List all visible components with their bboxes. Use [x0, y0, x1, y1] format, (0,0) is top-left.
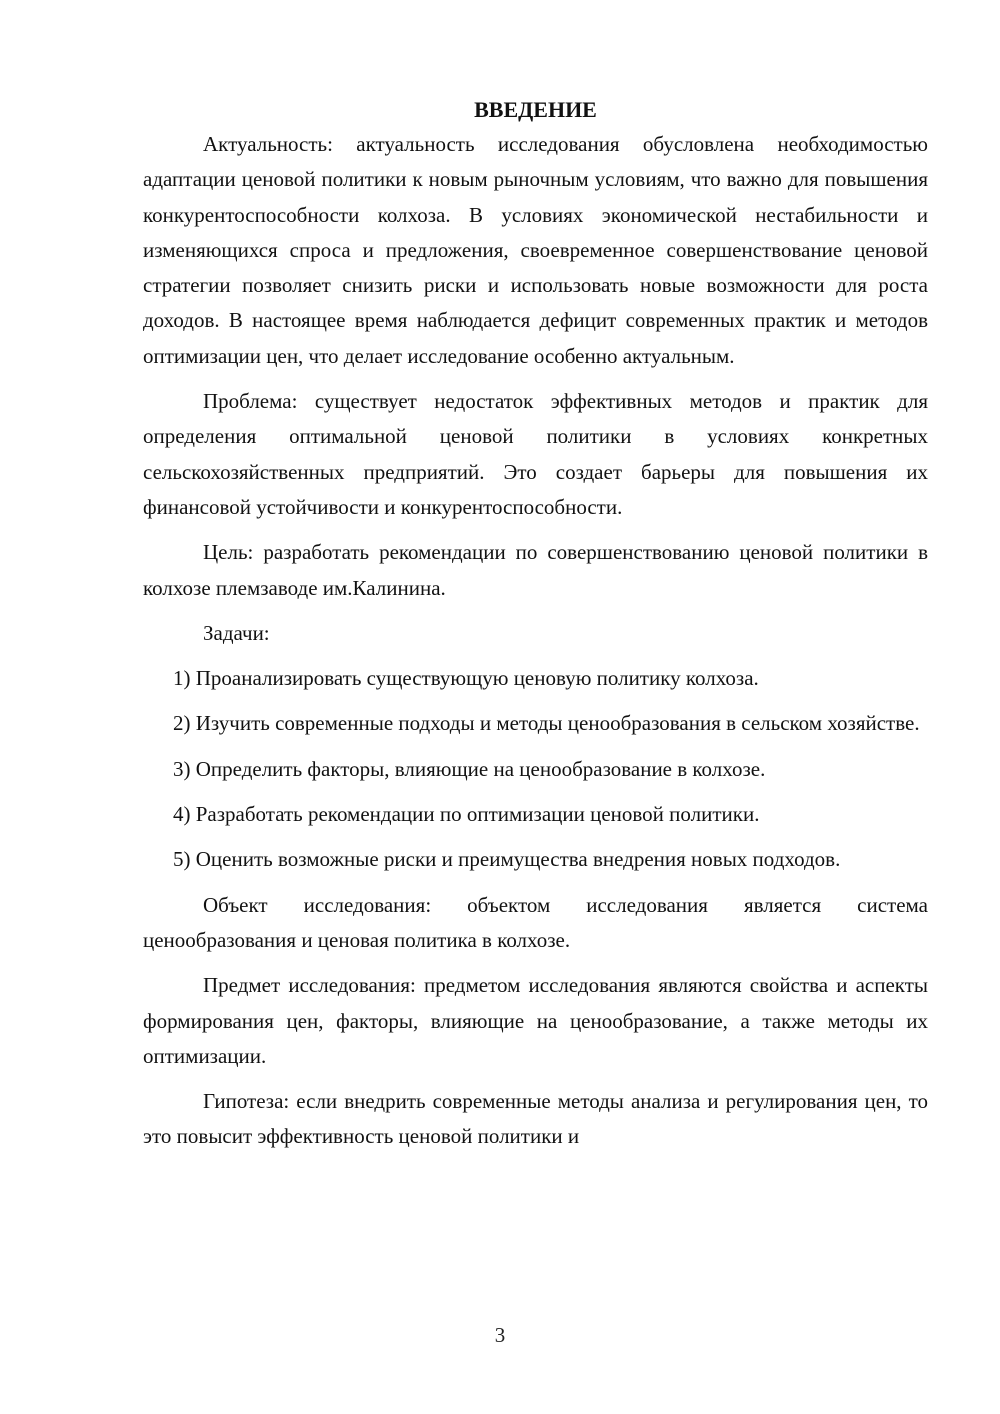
document-body — [143, 92, 928, 1155]
task-item-1: 1) Проанализировать существующую ценовую политику колхоза. — [173, 666, 759, 691]
task-item-3: 3) Определить факторы, влияющие на ценообразование в колхозе. — [173, 756, 766, 781]
paragraph-relevance: Актуальность: актуальность исследования обусловлена необходимостью адаптации ценовой политики к новым рыночным условиям, что важно для повышения конкурентоспособности колхоза. В условиях экономической нестабильности и изменяющихся спроса и предложения, своевременное совершенствование ценовой стратегии позволяет снизить риски и использовать новые возможности для роста доходов. В настоящее время наблюдается дефицит современных практик и методов оптимизации цен, что делает исследование особенно актуальным. — [143, 132, 928, 368]
task-item-2: 2) Изучить современные подходы и методы ценообразования в сельском хозяйстве. — [173, 711, 920, 736]
paragraph-tasks-heading: Задачи: — [203, 620, 270, 645]
task-item-4: 4) Разработать рекомендации по оптимизации ценовой политики. — [173, 802, 760, 827]
page-number: 3 — [494, 1323, 506, 1347]
paragraph-subject: Предмет исследования: предметом исследования являются свойства и аспекты формирования цен, факторы, влияющие на ценообразование, а также методы их оптимизации. — [143, 973, 928, 1068]
paragraph-hypothesis: Гипотеза: если внедрить современные методы анализа и регулирования цен, то это повысит эффективность ценовой политики и — [143, 1089, 928, 1149]
task-item-5: 5) Оценить возможные риски и преимущества внедрения новых подходов. — [173, 847, 841, 872]
section-title: ВВЕДЕНИЕ — [474, 97, 597, 122]
paragraph-goal: Цель: разработать рекомендации по совершенствованию ценовой политики в колхозе племзаводе им.Калинина. — [143, 540, 928, 600]
paragraph-problem: Проблема: существует недостаток эффективных методов и практик для определения оптимальной ценовой политики в условиях конкретных сельскохозяйственных предприятий. Это создает барьеры для повышения их финансовой устойчивости и конкурентоспособности. — [143, 389, 928, 519]
paragraph-object: Объект исследования: объектом исследования является система ценообразования и ценовая политика в колхозе. — [143, 892, 928, 952]
